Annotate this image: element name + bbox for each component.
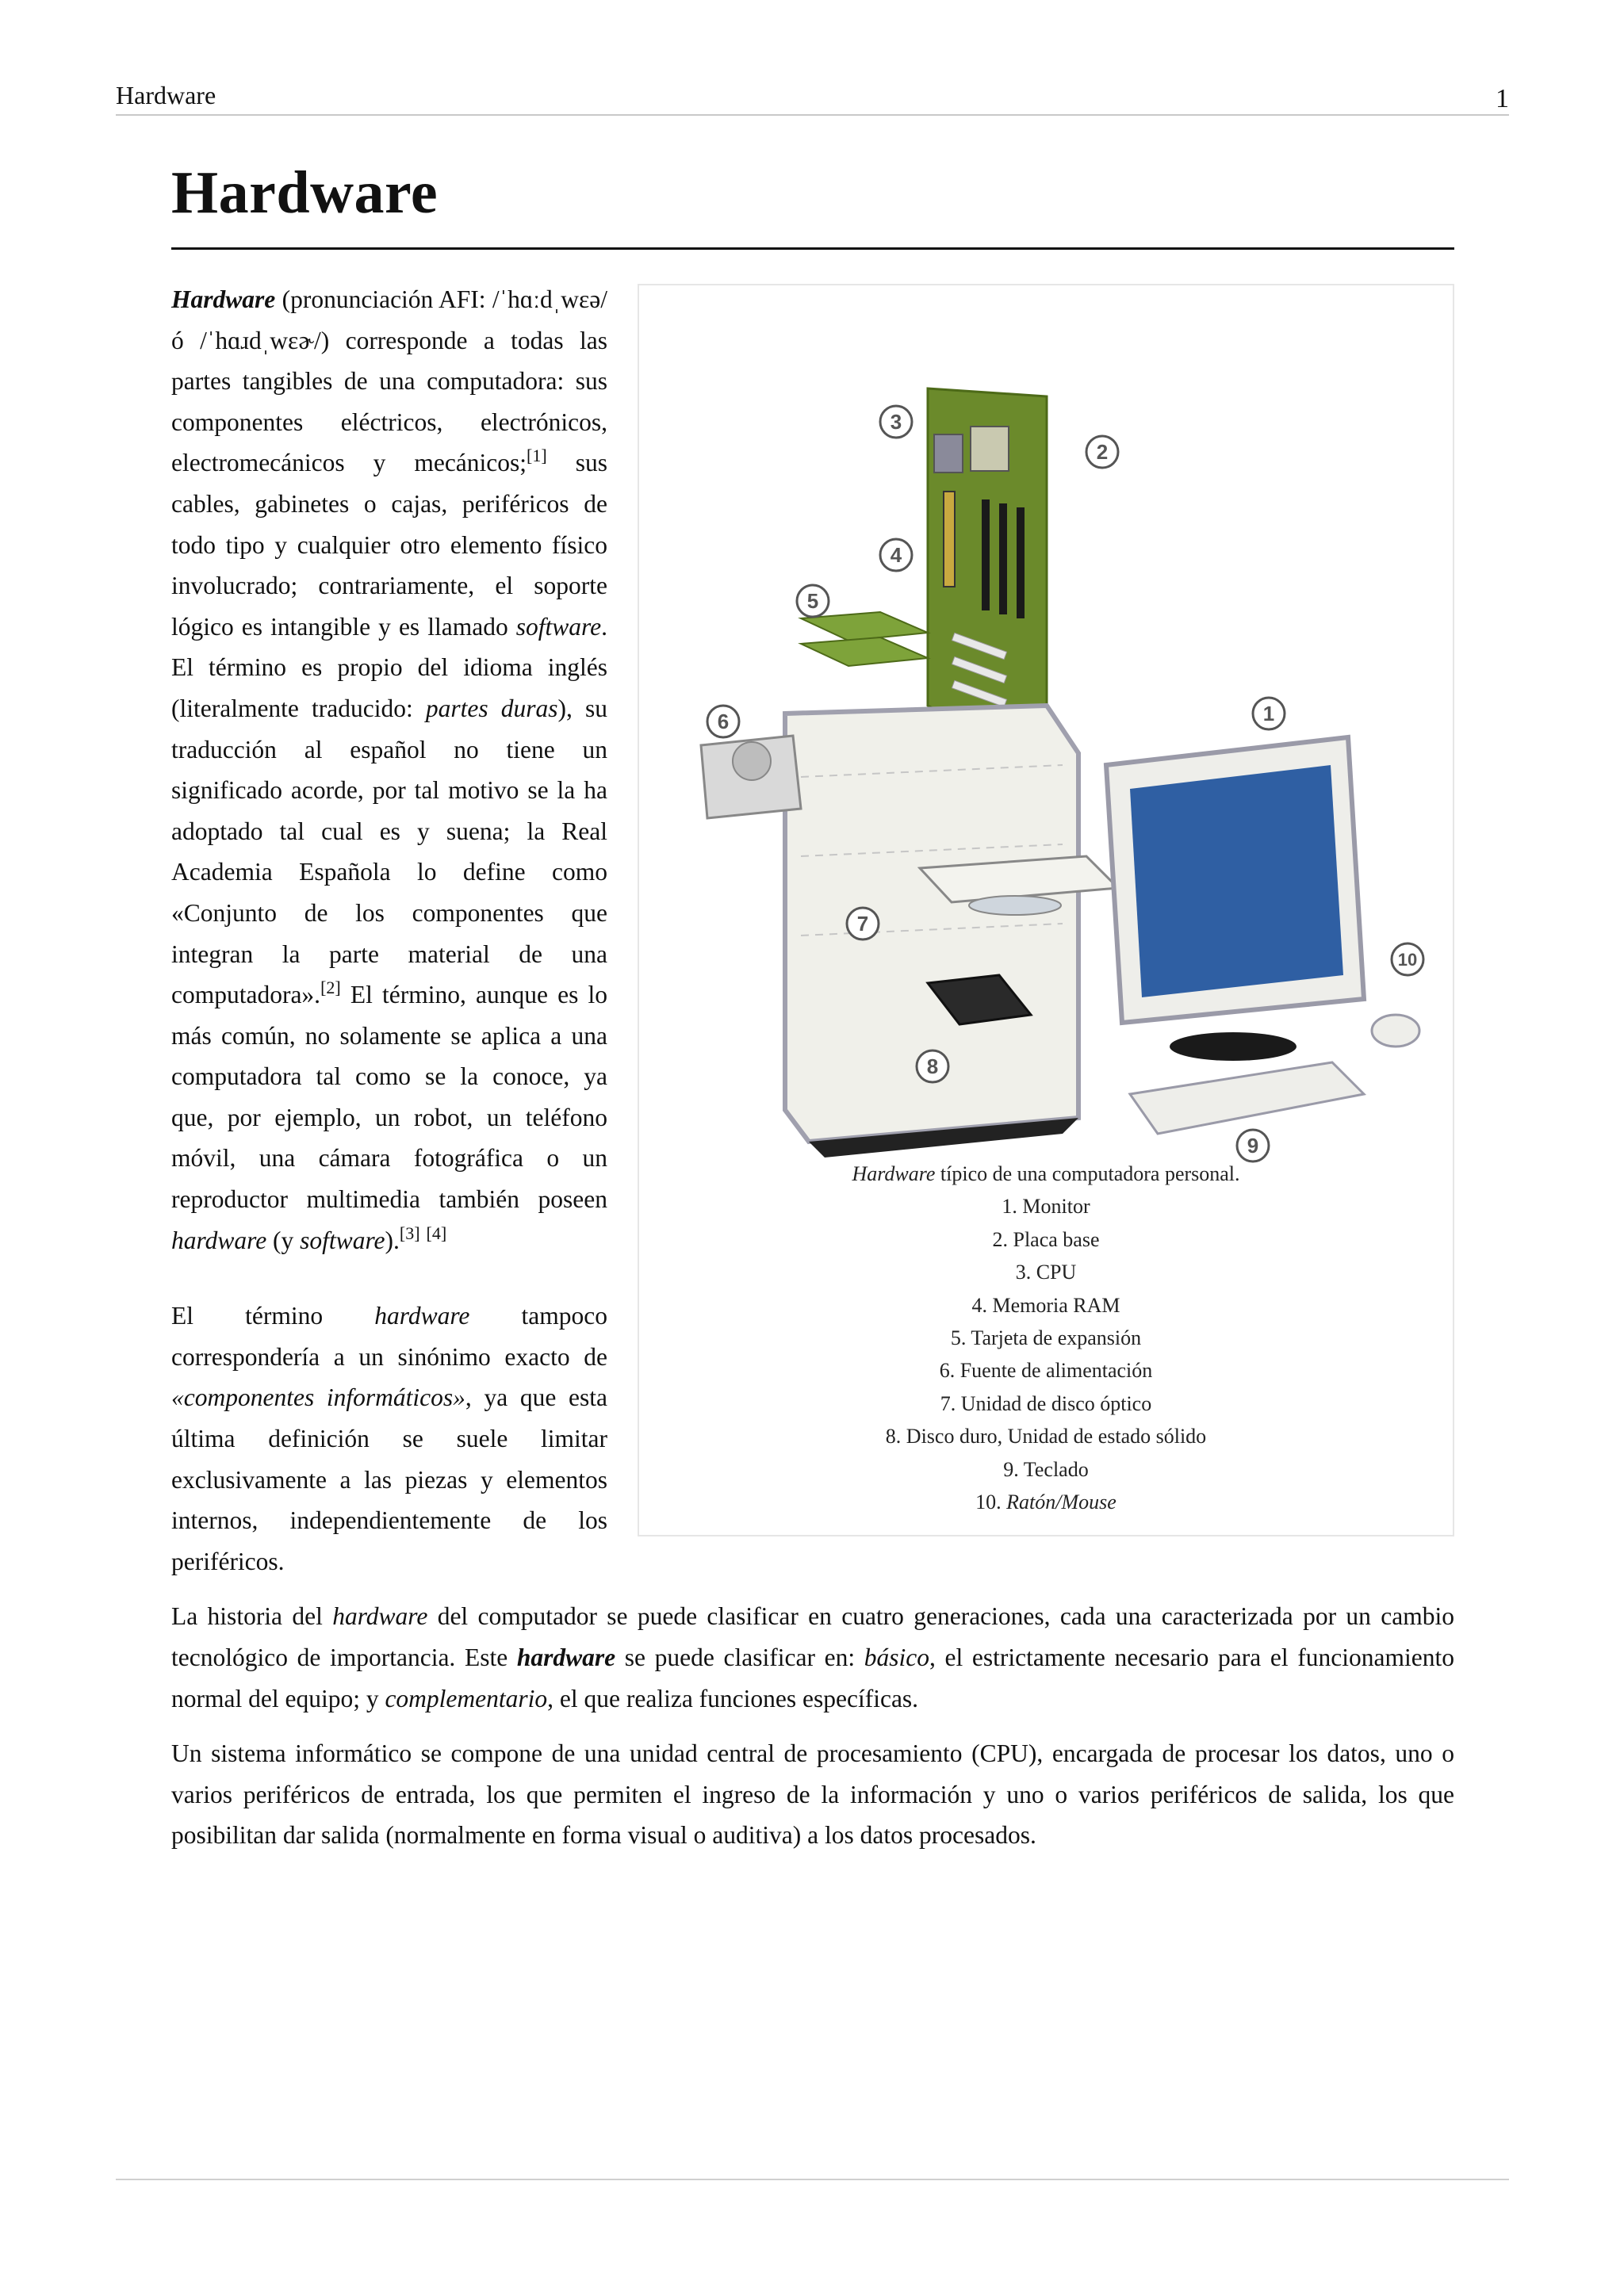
caption-lead <box>639 1158 1453 1190</box>
text-run: del computador se puede clasificar en cuatro generaciones, cada una caracterizada por un cambio tecnológico de importancia. Este <box>171 1602 1454 1671</box>
text-run: (pronunciación AFI: /ˈhɑːdˌwɛə/ ó /ˈhɑɹdˌwɛɚ/) corresponde a todas las partes tangibles de una computadora: sus componentes eléctricos, electrónicos, electromecánicos y mecánicos; <box>171 285 607 477</box>
reference-link[interactable]: [2] <box>320 977 341 997</box>
figure-caption <box>639 1158 1453 1518</box>
reference-link[interactable]: [1] <box>527 446 547 466</box>
text-run-italic: hardware <box>374 1302 470 1330</box>
text-run: ), su traducción al español no tiene un significado acorde, por tal motivo se la ha adoptado tal cual es y suena; la Real Academia Española lo define como «Conjunto de los componentes que integran la parte material de una computadora». <box>171 694 607 1009</box>
marker-7-label: 7 <box>856 912 869 936</box>
running-header <box>116 81 1509 116</box>
text-run: , el estrictamente necesario para el funcionamiento normal del equipo; y <box>171 1644 1454 1712</box>
marker-10 <box>1392 943 1423 975</box>
paragraph-system <box>171 1733 1454 1856</box>
caption-last-prefix: 10. <box>975 1490 1007 1514</box>
text-run: sus cables, gabinetes o cajas, periféricos de todo tipo y cualquier otro elemento físico involucrado; contrariamente, el soporte lógico es intangible y es llamado <box>171 449 607 641</box>
text-run-italic: software <box>515 612 602 641</box>
paragraph-history <box>171 1596 1454 1719</box>
running-title: Hardware <box>116 81 216 109</box>
marker-2 <box>1086 436 1118 468</box>
marker-5-label: 5 <box>806 589 819 613</box>
ram-slot-shape <box>999 503 1007 614</box>
caption-item: 4. Memoria RAM <box>971 1293 1120 1317</box>
reference-link[interactable]: [4] <box>426 1223 447 1243</box>
title-divider <box>171 247 1454 250</box>
monitor-screen-shape <box>1130 765 1343 997</box>
text-run-italic: hardware <box>332 1602 428 1631</box>
text-run-italic: «componentes informáticos» <box>171 1383 465 1412</box>
term-bold-italic: Hardware <box>171 285 276 313</box>
marker-6 <box>707 706 739 737</box>
marker-3-label: 3 <box>890 410 902 434</box>
marker-7 <box>847 908 879 939</box>
text-run: (y <box>266 1226 301 1254</box>
text-run: se puede clasificar en: <box>615 1644 864 1671</box>
cpu-chip-shape <box>971 427 1009 471</box>
article-body <box>171 279 1454 1856</box>
text-run: , ya que esta última definición se suele limitar exclusivamente a las piezas y elementos internos, independientemente de los periféricos. <box>171 1383 607 1575</box>
ram-module-shape <box>944 492 955 587</box>
text-run: , el que realiza funciones específicas. <box>547 1684 919 1712</box>
text-run-italic: básico <box>864 1644 929 1671</box>
caption-item: 2. Placa base <box>992 1227 1100 1251</box>
text-run: El término <box>171 1302 375 1330</box>
marker-1-label: 1 <box>1262 702 1275 725</box>
marker-4 <box>880 539 912 571</box>
text-run-italic: complementario <box>385 1684 548 1712</box>
text-run: El término, aunque es lo más común, no solamente se aplica a una computadora tal como se la conoce, ya que, por ejemplo, un robot, un teléfono móvil, una cámara fotográfica o un reproductor multimedia también poseen <box>171 981 607 1214</box>
marker-10-label: 10 <box>1397 950 1418 970</box>
caption-item: 1. Monitor <box>1002 1195 1090 1219</box>
ram-slot-shape <box>1017 507 1025 618</box>
expansion-card-shape <box>801 637 928 666</box>
pc-components-illustration <box>666 333 1427 1197</box>
page-title: Hardware <box>171 159 439 226</box>
marker-9 <box>1237 1130 1269 1161</box>
text-run: Un sistema informático se compone de una unidad central de procesamiento (CPU), encargada de procesar los datos, uno o varios periféricos de entrada, los que permiten el ingreso de la información y uno o varios periféricos de salida, los que posibilitan dar salida (normalmente en forma visual o auditiva) a los datos procesados. <box>171 1739 1454 1850</box>
mouse-shape <box>1372 1015 1419 1047</box>
text-run: La historia del <box>171 1602 333 1631</box>
text-run-italic: software <box>300 1226 385 1254</box>
text-run-italic: partes duras <box>425 694 558 722</box>
caption-lead-italic: Hardware <box>852 1162 936 1185</box>
caption-item: 8. Disco duro, Unidad de estado sólido <box>885 1425 1207 1448</box>
caption-item: 6. Fuente de alimentación <box>939 1359 1153 1383</box>
monitor-base-shape <box>1170 1032 1297 1061</box>
psu-fan-shape <box>733 742 771 780</box>
marker-2-label: 2 <box>1096 440 1109 464</box>
reference-link[interactable]: [3] <box>399 1223 420 1243</box>
text-run-bold-italic: hardware <box>516 1644 616 1671</box>
marker-8 <box>917 1050 948 1082</box>
caption-item: 9. Teclado <box>1003 1457 1089 1481</box>
caption-item-last <box>639 1486 1453 1518</box>
text-run-italic: hardware <box>171 1226 267 1254</box>
marker-9-label: 9 <box>1247 1134 1259 1158</box>
ram-slot-shape <box>982 499 990 610</box>
keyboard-shape <box>1130 1062 1364 1134</box>
page-number: 1 <box>1496 84 1509 113</box>
caption-item: 7. Unidad de disco óptico <box>940 1391 1152 1415</box>
caption-lead-text: típico de una computadora personal. <box>935 1162 1240 1185</box>
caption-item: 5. Tarjeta de expansión <box>950 1326 1142 1350</box>
caption-item: 3. CPU <box>1015 1261 1077 1284</box>
text-run: tampoco correspondería a un sinónimo exacto de <box>171 1302 607 1371</box>
footer-divider <box>116 2179 1509 2180</box>
optical-disc-shape <box>969 896 1061 915</box>
marker-1 <box>1253 698 1285 729</box>
marker-4-label: 4 <box>890 543 902 567</box>
marker-5 <box>797 585 829 617</box>
text-run: ). <box>385 1226 400 1254</box>
marker-8-label: 8 <box>926 1054 939 1078</box>
marker-3 <box>880 406 912 438</box>
caption-last-italic: Ratón/Mouse <box>1006 1490 1116 1514</box>
marker-6-label: 6 <box>717 710 730 733</box>
hardware-figure <box>638 284 1454 1536</box>
text-run: . El término es propio del idioma inglés (literalmente traducido: <box>171 612 607 722</box>
cpu-socket-shape <box>934 434 963 473</box>
